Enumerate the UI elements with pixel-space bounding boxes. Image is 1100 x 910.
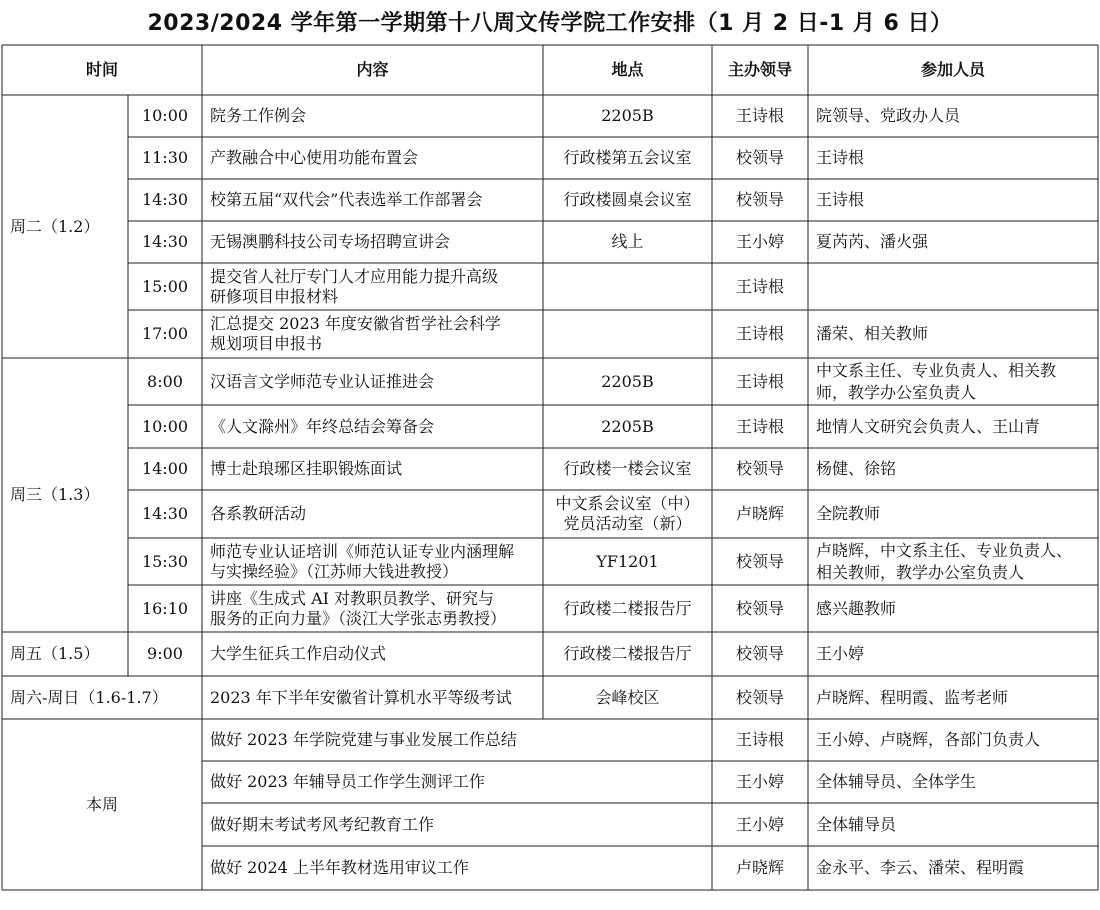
participants-cell: 王诗根 <box>816 148 865 167</box>
header-location: 地点 <box>611 60 644 79</box>
content-cell: 做好 2023 年辅导员工作学生测评工作 <box>210 772 485 791</box>
location-cell: 行政楼二楼报告厅 <box>563 598 692 618</box>
participants-cell: 卢晓辉、程明霞、监考老师 <box>816 687 1009 707</box>
time-cell: 15:00 <box>141 276 189 296</box>
host-cell: 卢晓辉 <box>735 858 784 877</box>
content-cell: 无锡澳鹏科技公司专场招聘宣讲会 <box>210 232 451 251</box>
location-cell: 行政楼第五会议室 <box>563 148 692 167</box>
host-cell: 校领导 <box>735 551 784 571</box>
day-label-tue: 周二（1.2） <box>10 216 100 236</box>
content-cell: 讲座《生成式 AI 对教职员教学、研究与 服务的正向力量》（淡江大学张志勇教授） <box>210 588 507 628</box>
host-cell: 王小婷 <box>735 232 784 251</box>
day-label-fri: 周五（1.5） <box>10 644 100 663</box>
location-cell: 行政楼一楼会议室 <box>563 459 692 478</box>
content-cell: 汇总提交 2023 年度安徽省哲学社会科学 规划项目申报书 <box>210 314 501 353</box>
participants-cell: 卢晓辉，中文系主任、专业负责人、 相关教师，教学办公室负责人 <box>816 540 1073 582</box>
time-cell: 10:00 <box>141 416 189 436</box>
header-time: 时间 <box>85 60 118 79</box>
content-cell: 师范专业认证培训《师范认证专业内涵理解 与实操经验》（江苏师大钱进教授） <box>210 541 515 581</box>
content-cell: 汉语言文学师范专业认证推进会 <box>210 371 435 391</box>
participants-cell: 感兴趣教师 <box>816 598 897 618</box>
header-content: 内容 <box>356 60 389 79</box>
participants-cell: 全院教师 <box>816 504 881 523</box>
host-cell: 卢晓辉 <box>735 504 784 523</box>
participants-cell: 地情人文研究会负责人、王山青 <box>816 416 1041 436</box>
time-cell: 14:00 <box>141 459 189 478</box>
location-cell: 中文系会议室（中） 党员活动室（新） <box>555 494 700 533</box>
host-cell: 王诗根 <box>735 106 784 125</box>
participants-cell: 杨健、徐铭 <box>816 459 897 478</box>
content-cell: 提交省人社厅专门人才应用能力提升高级 研修项目申报材料 <box>210 266 499 306</box>
host-cell: 王诗根 <box>735 276 784 296</box>
content-cell: 2023 年下半年安徽省计算机水平等级考试 <box>210 687 512 707</box>
content-cell: 大学生征兵工作启动仪式 <box>210 644 387 663</box>
time-cell: 14:30 <box>141 504 189 523</box>
time-cell: 10:00 <box>141 106 189 125</box>
host-cell: 王诗根 <box>735 416 784 436</box>
header-host: 主办领导 <box>727 60 792 79</box>
participants-cell: 夏芮芮、潘火强 <box>816 232 929 251</box>
host-cell: 校领导 <box>735 190 784 209</box>
content-cell: 校第五届“双代会”代表选举工作部署会 <box>210 190 483 209</box>
host-cell: 校领导 <box>735 459 784 478</box>
time-cell: 8:00 <box>147 371 183 391</box>
location-cell: YF1201 <box>596 551 659 571</box>
host-cell: 王诗根 <box>735 324 784 343</box>
participants-cell <box>808 263 1098 310</box>
location-cell: 2205B <box>601 371 654 391</box>
content-cell: 做好 2023 年学院党建与事业发展工作总结 <box>210 730 517 749</box>
location-cell: 2205B <box>601 416 654 436</box>
participants-cell: 全体辅导员、全体学生 <box>816 772 977 791</box>
participants-cell: 王小婷、卢晓辉，各部门负责人 <box>816 730 1041 749</box>
participants-cell: 全体辅导员 <box>816 814 897 834</box>
participants-cell: 王小婷 <box>816 644 865 663</box>
host-cell: 校领导 <box>735 148 784 167</box>
location-cell: 会峰校区 <box>595 687 660 707</box>
day-label-wed: 周三（1.3） <box>10 485 100 504</box>
content-cell: 各系教研活动 <box>210 504 307 523</box>
content-cell: 做好期末考试考风考纪教育工作 <box>210 814 435 834</box>
content-cell: 《人文滁州》年终总结会筹备会 <box>210 416 435 436</box>
content-cell: 院务工作例会 <box>210 106 307 125</box>
participants-cell: 金永平、李云、潘荣、程明霞 <box>816 858 1025 877</box>
header-participants: 参加人员 <box>920 60 985 79</box>
participants-cell: 院领导、党政办人员 <box>816 106 961 125</box>
location-cell: 行政楼二楼报告厅 <box>563 644 692 663</box>
time-cell: 11:30 <box>141 148 189 167</box>
time-cell: 15:30 <box>141 551 189 571</box>
page-title: 2023/2024 学年第一学期第十八周文传学院工作安排（1 月 2 日-1 月 6 日） <box>147 11 953 36</box>
day-label-week: 本周 <box>85 794 118 814</box>
content-cell: 博士赴琅琊区挂职锻炼面试 <box>210 459 403 478</box>
time-cell: 14:30 <box>141 232 189 251</box>
host-cell: 王诗根 <box>735 730 784 749</box>
content-cell: 做好 2024 上半年教材选用审议工作 <box>210 858 469 877</box>
host-cell: 校领导 <box>735 598 784 618</box>
location-cell: 2205B <box>601 106 654 125</box>
host-cell: 校领导 <box>735 687 784 707</box>
host-cell: 王诗根 <box>735 371 784 391</box>
time-cell: 16:10 <box>141 598 189 618</box>
location-cell <box>543 263 712 310</box>
location-cell: 行政楼圆桌会议室 <box>563 190 692 209</box>
host-cell: 王小婷 <box>735 772 784 791</box>
participants-cell: 王诗根 <box>816 190 865 209</box>
participants-cell: 潘荣、相关教师 <box>816 324 929 343</box>
time-cell: 9:00 <box>147 644 183 663</box>
location-cell: 线上 <box>611 232 644 251</box>
location-cell <box>543 310 712 358</box>
host-cell: 王小婷 <box>735 814 784 834</box>
content-cell: 产教融合中心使用功能布置会 <box>210 148 419 167</box>
time-cell: 17:00 <box>141 324 189 343</box>
host-cell: 校领导 <box>735 644 784 663</box>
participants-cell: 中文系主任、专业负责人、相关教 师，教学办公室负责人 <box>816 360 1057 402</box>
day-label-weekend: 周六-周日（1.6-1.7） <box>10 687 168 707</box>
time-cell: 14:30 <box>141 190 189 209</box>
